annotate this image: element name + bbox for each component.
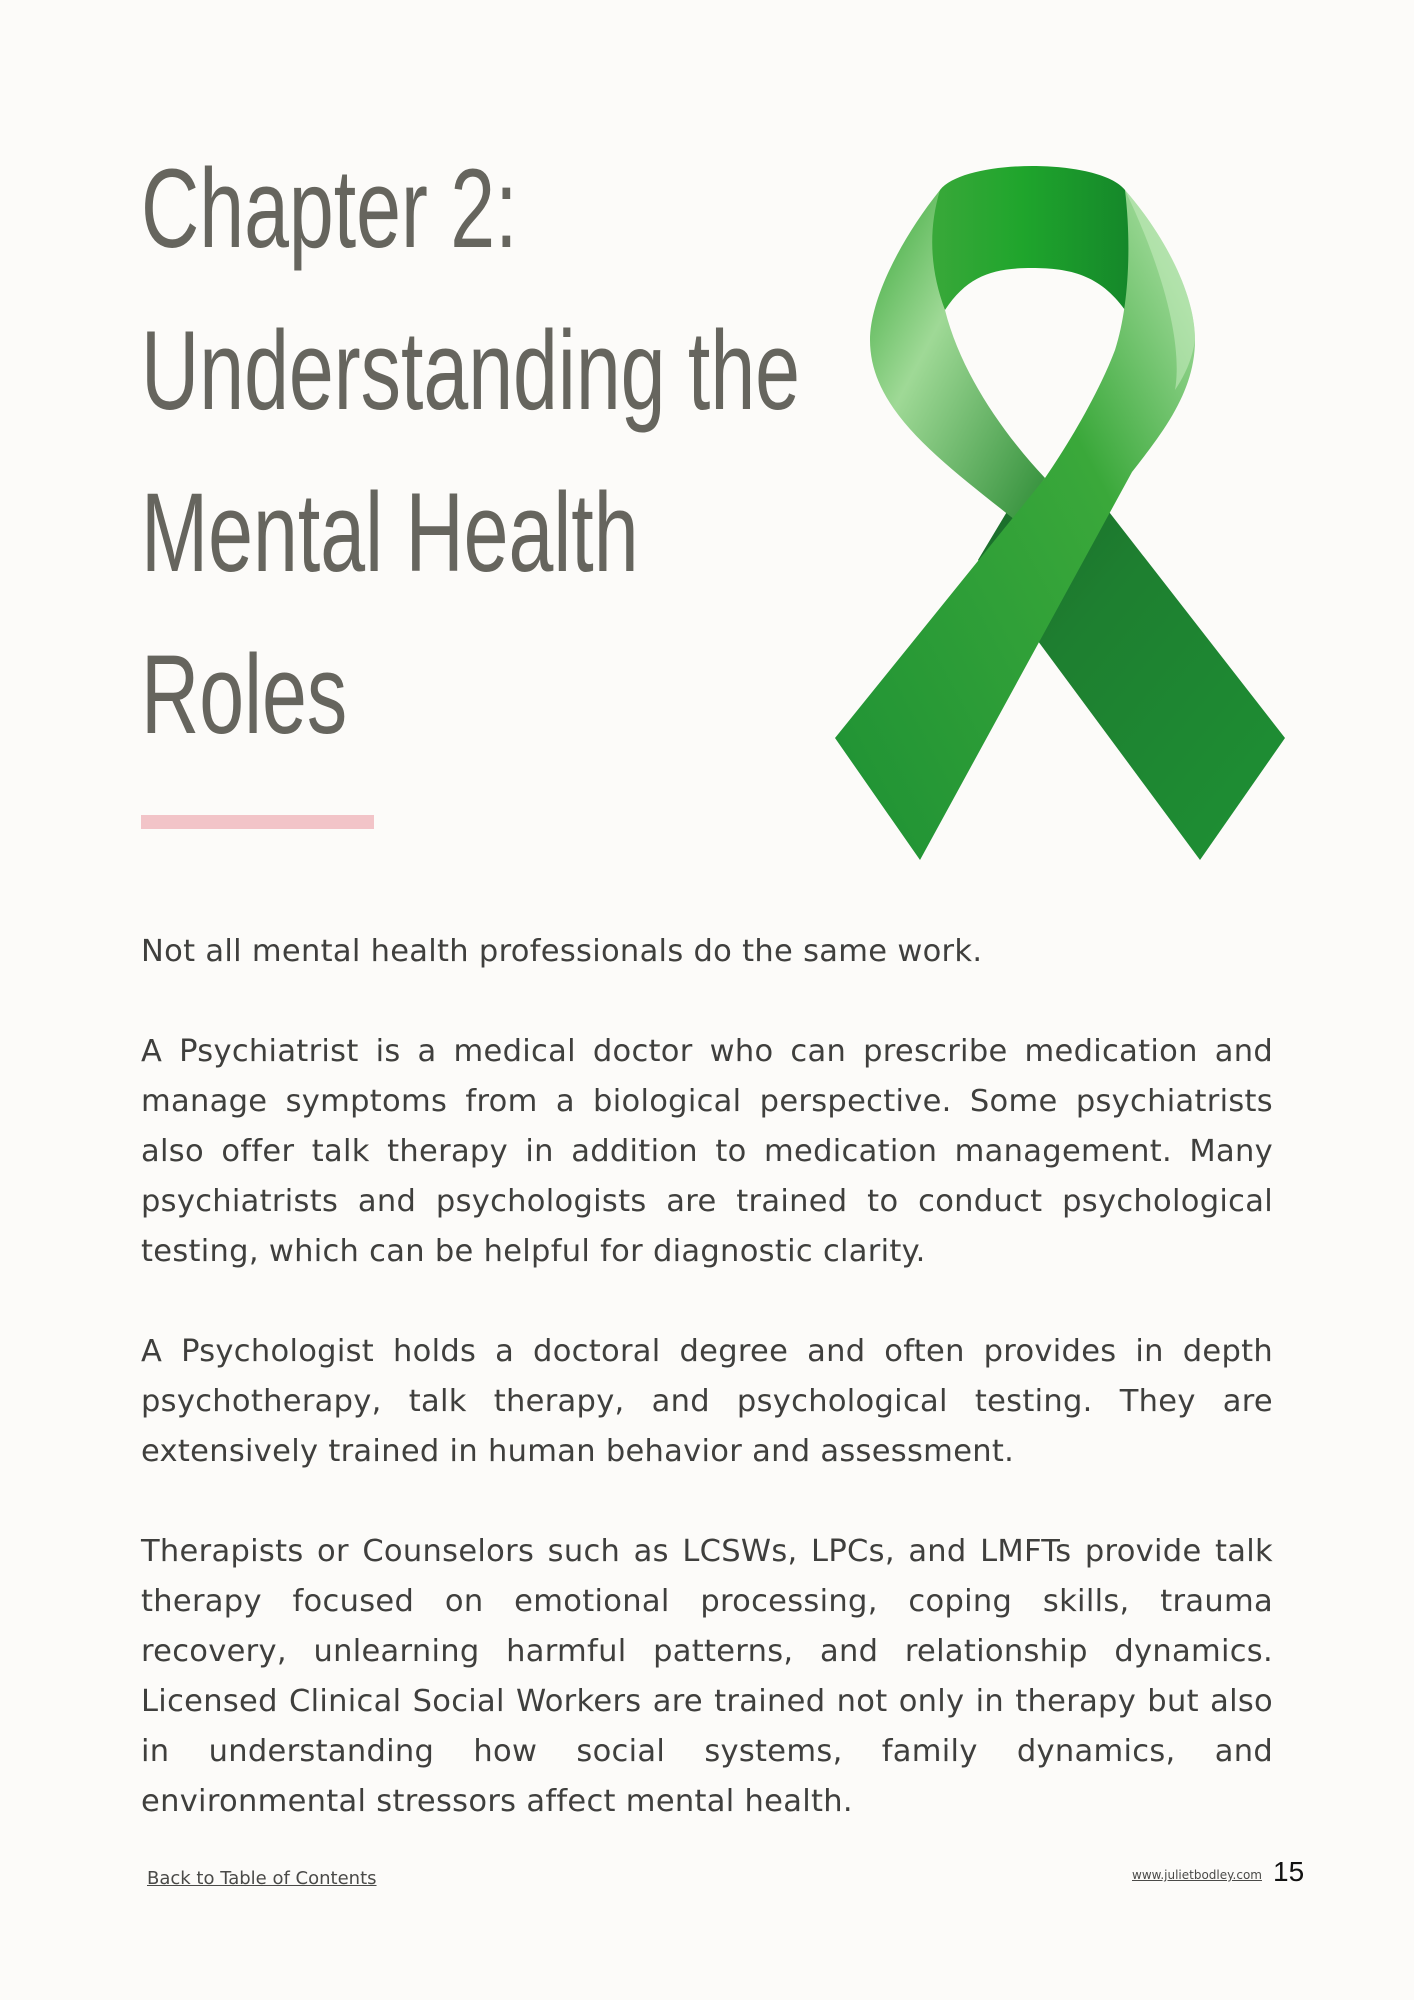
chapter-title-line: Mental Health [141, 470, 639, 595]
page-number: 15 [1273, 1856, 1305, 1887]
back-to-toc-link[interactable]: Back to Table of Contents [147, 1868, 377, 1889]
title-accent-bar [141, 815, 374, 829]
green-awareness-ribbon-icon [770, 160, 1310, 880]
paragraph-psychologist: A Psychologist holds a doctoral degree and often provides in depth psychotherapy, talk therapy, and psychological testing. They are extensively trained in human behavior and assessment. [141, 1334, 1273, 1469]
chapter-title [141, 128, 801, 776]
paragraph-intro: Not all mental health professionals do the same work. [141, 934, 983, 969]
ribbon-loop [928, 166, 1138, 310]
chapter-title-line: Roles [141, 632, 348, 757]
chapter-body [141, 927, 1273, 1827]
chapter-title-line: Understanding the [141, 308, 801, 433]
chapter-title-line: Chapter 2: [141, 146, 518, 271]
paragraph-psychiatrist: A Psychiatrist is a medical doctor who can prescribe medication and manage symptoms from a biological perspective. Some psychiatrists also offer talk therapy in addition to medication management. Many psychiatrists and psychologists are trained to conduct psychological testing, which can be helpful for diagnostic clarity. [141, 1034, 1273, 1269]
website-link[interactable]: www.julietbodley.com [1132, 1868, 1262, 1882]
paragraph-therapists: Therapists or Counselors such as LCSWs, LPCs, and LMFTs provide talk therapy focused on emotional processing, coping skills, trauma recovery, unlearning harmful patterns, and relationship dynamics. Licensed Clinical Social Workers are trained not only in therapy but also in understanding how social systems, family dynamics, and environmental stressors affect mental health. [141, 1534, 1273, 1819]
